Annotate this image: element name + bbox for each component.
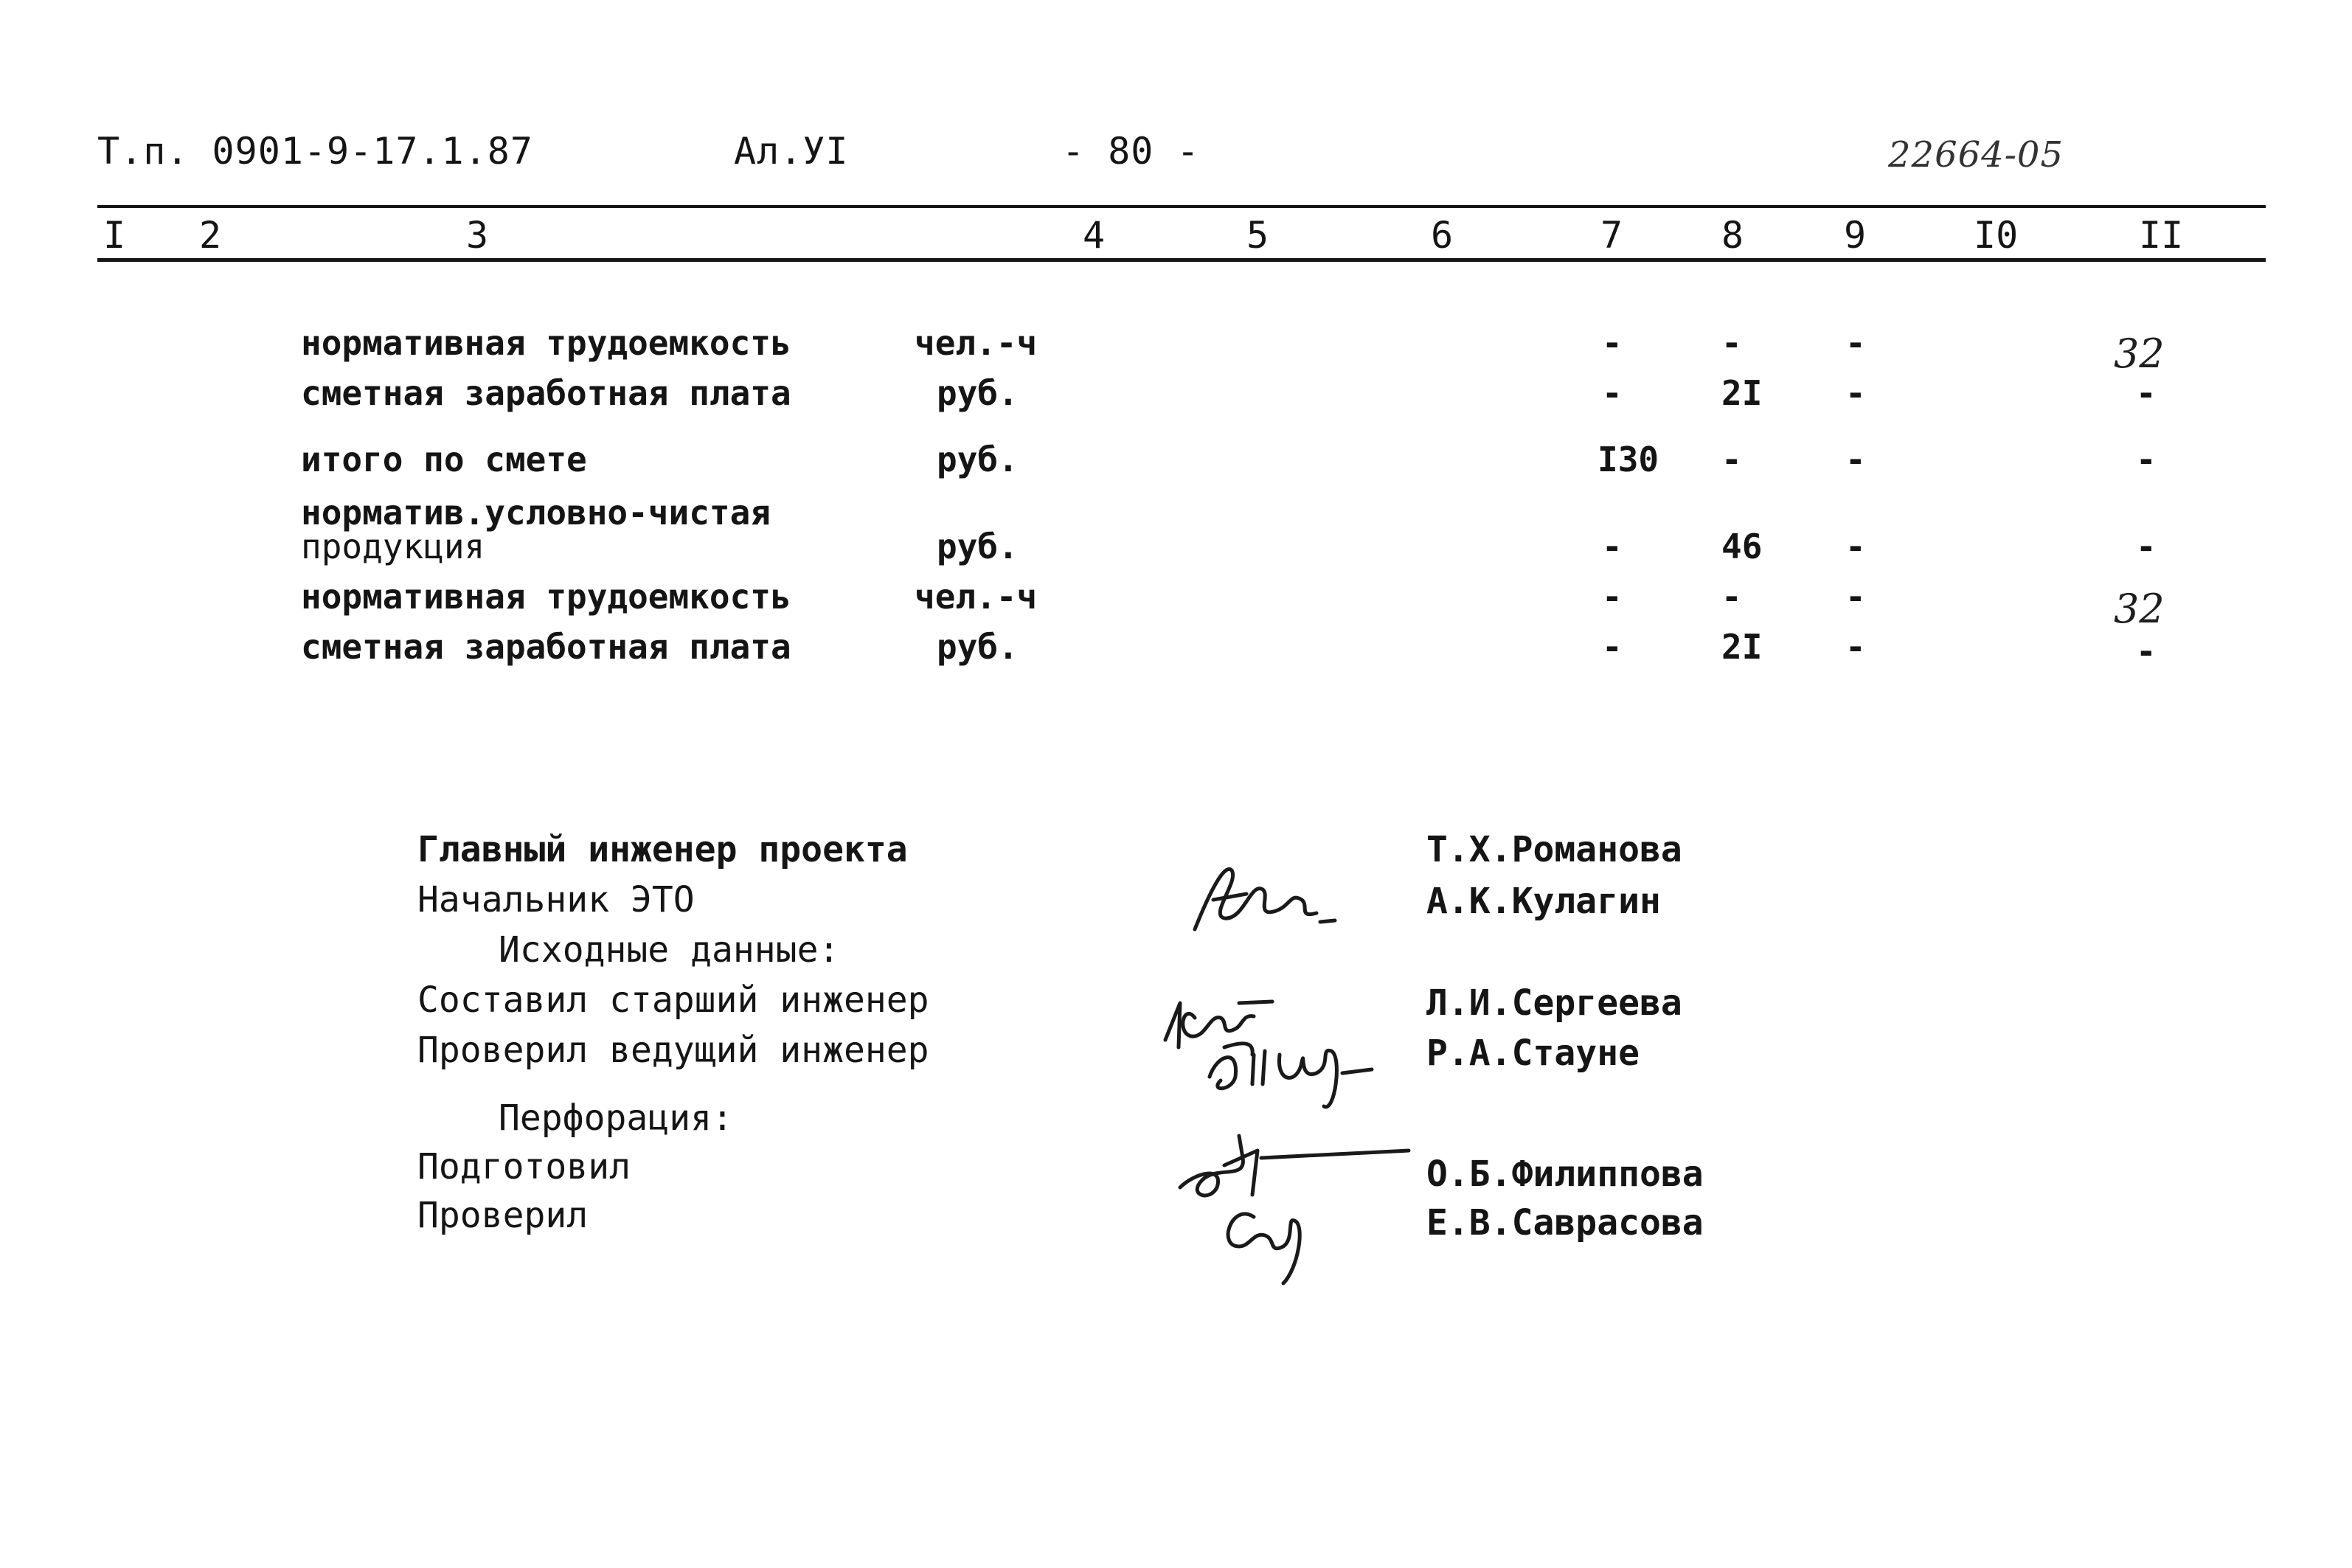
row-unit: чел.-ч — [915, 577, 1038, 617]
cell-col7: - — [1602, 527, 1623, 566]
row-unit: руб. — [937, 373, 1019, 413]
cell-col9: - — [1845, 373, 1866, 413]
row-label: норматив.условно-чистая — [301, 493, 771, 533]
inventory-number: 22664-05 — [1888, 134, 2064, 176]
row-label: сметная заработная плата — [301, 627, 791, 667]
cell-col11: 32 — [2114, 586, 2165, 632]
row-unit: руб. — [937, 527, 1019, 566]
compiled-role: Составил старший инженер — [417, 979, 929, 1021]
page-number: - 80 - — [1062, 130, 1200, 173]
header-top-rule — [97, 205, 2266, 208]
column-number: 7 — [1600, 214, 1623, 257]
column-number: 5 — [1246, 214, 1269, 257]
cell-col9: - — [1845, 440, 1866, 479]
checked-role: Проверил ведущий инженер — [417, 1030, 929, 1071]
row-unit: руб. — [937, 440, 1019, 479]
album-number: Ал.УI — [734, 130, 849, 173]
cell-col8: - — [1721, 323, 1742, 363]
cell-col8: 2I — [1721, 627, 1763, 667]
column-number: II — [2139, 214, 2184, 257]
cell-col7: - — [1602, 373, 1623, 413]
cell-col7: I30 — [1598, 440, 1659, 479]
cell-col9: - — [1845, 527, 1866, 566]
row-label: нормативная трудоемкость — [301, 323, 791, 363]
column-number: 3 — [466, 214, 489, 257]
cell-col8: - — [1721, 440, 1742, 479]
cell-col7: - — [1602, 323, 1623, 363]
header-bottom-rule — [97, 258, 2266, 262]
row-label: нормативная трудоемкость — [301, 577, 791, 617]
row-label-continued: продукция — [301, 527, 485, 566]
chief-engineer-role: Главный инженер проекта — [417, 829, 908, 870]
cell-col8: 46 — [1721, 527, 1763, 566]
chief-engineer-name: Т.Х.Романова — [1426, 829, 1682, 870]
cell-col7: - — [1602, 627, 1623, 667]
cell-col11: - — [2136, 527, 2157, 566]
prepared-role: Подготовил — [417, 1146, 631, 1187]
row-label: итого по смете — [301, 440, 587, 479]
column-number: 2 — [199, 214, 222, 257]
column-number: I0 — [1974, 214, 2019, 257]
eto-head-role: Начальник ЭТО — [417, 879, 695, 920]
kulagin-signature-image — [1180, 848, 1342, 944]
eto-head-name: А.К.Кулагин — [1426, 881, 1661, 922]
cell-col7: - — [1602, 577, 1623, 617]
document-code: Т.п. 0901-9-17.1.87 — [97, 130, 533, 173]
cell-col9: - — [1845, 627, 1866, 667]
cell-col9: - — [1845, 323, 1866, 363]
compiled-name: Л.И.Сергеева — [1426, 982, 1682, 1024]
cell-col11: - — [2136, 631, 2157, 671]
filippova-savrasova-signature-image — [1165, 1121, 1431, 1291]
checked-name: Р.А.Стауне — [1426, 1033, 1640, 1074]
prepared-name: О.Б.Филиппова — [1426, 1154, 1704, 1195]
verified-name: Е.В.Саврасова — [1426, 1202, 1704, 1243]
source-data-heading: Исходные данные: — [499, 929, 840, 971]
verified-role: Проверил — [417, 1195, 589, 1236]
column-number: I — [103, 214, 126, 257]
row-label: сметная заработная плата — [301, 373, 791, 413]
staune-signature-image — [1195, 1010, 1416, 1128]
column-number: 4 — [1083, 214, 1106, 257]
cell-col11: - — [2136, 440, 2157, 479]
cell-col8: 2I — [1721, 373, 1763, 413]
column-number: 6 — [1431, 214, 1454, 257]
cell-col8: - — [1721, 577, 1742, 617]
column-number: 8 — [1721, 214, 1744, 257]
perforation-heading: Перфорация: — [499, 1097, 733, 1139]
column-number: 9 — [1844, 214, 1867, 257]
row-unit: руб. — [937, 627, 1019, 667]
row-unit: чел.-ч — [915, 323, 1038, 363]
cell-col11: - — [2136, 373, 2157, 413]
cell-col9: - — [1845, 577, 1866, 617]
cell-col11: 32 — [2114, 330, 2165, 377]
